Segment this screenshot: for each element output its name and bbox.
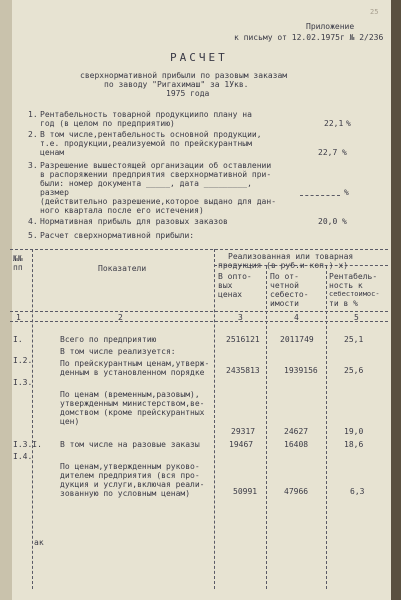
row-text: денным в установленном порядке bbox=[60, 368, 205, 377]
row-text: цен) bbox=[60, 417, 80, 426]
column-divider bbox=[214, 249, 215, 589]
page-number-stamp: 25 bbox=[370, 8, 379, 16]
column-divider bbox=[266, 266, 267, 589]
cost-value: 24627 bbox=[284, 427, 309, 436]
row-text: домством (кроме прейскурантных bbox=[60, 408, 205, 417]
column-number-rule bbox=[10, 321, 388, 322]
table-top-rule bbox=[10, 249, 388, 250]
column-number: 2 bbox=[118, 313, 123, 322]
profit-value: 25,1 bbox=[344, 335, 364, 344]
num-column-header: пп bbox=[13, 263, 23, 272]
page-binding-edge bbox=[0, 0, 12, 600]
wholesale-value: 2435813 bbox=[226, 366, 260, 375]
row-text: По прейскурантным ценам,утверж- bbox=[60, 359, 210, 368]
wholesale-column-header: ценах bbox=[218, 290, 243, 299]
item-text: размер bbox=[40, 188, 69, 197]
num-column-header: №№ bbox=[13, 254, 23, 263]
item-text: ценам bbox=[40, 148, 65, 157]
row-number: I.2. bbox=[13, 356, 33, 365]
wholesale-value: 29317 bbox=[231, 427, 256, 436]
row-text: По ценам (временным,разовым), bbox=[60, 390, 200, 399]
row-text: Всего по предприятию bbox=[60, 335, 157, 344]
row-text: В том числе реализуется: bbox=[60, 347, 176, 356]
item-unit: % bbox=[346, 119, 351, 128]
column-divider bbox=[32, 249, 33, 589]
item-unit: % bbox=[344, 188, 349, 197]
row-text: По ценам,утвержденным руково- bbox=[60, 462, 200, 471]
item-value: 22,1 bbox=[324, 119, 344, 128]
row-number: I. bbox=[13, 335, 23, 344]
item-text: год (в целом по предприятию) bbox=[40, 119, 175, 128]
item-value: 22,7 bbox=[318, 148, 338, 157]
item-text: Расчет сверхнормативной прибыли: bbox=[40, 231, 195, 240]
row-text: В том числе на разовые заказы bbox=[60, 440, 200, 449]
wholesale-value: 50991 bbox=[233, 487, 258, 496]
item-text: в распоряжении предприятия сверхнормативной при- bbox=[40, 170, 272, 179]
wholesale-value: 19467 bbox=[229, 440, 254, 449]
indicator-column-header: Показатели bbox=[98, 264, 147, 273]
document-title: РАСЧЕТ bbox=[170, 51, 228, 64]
item-text: были: номер документа _____, дата _________, bbox=[40, 179, 252, 188]
item-text: Нормативная прибыль для разовых заказов bbox=[40, 217, 228, 226]
column-number: 5 bbox=[354, 313, 359, 322]
cost-column-header: имости bbox=[270, 299, 299, 308]
item-text: Рентабельность товарной продукциипо плану на bbox=[40, 110, 252, 119]
item-number: 1. bbox=[28, 110, 38, 119]
cost-column-header: По от- bbox=[270, 272, 299, 281]
profit-column-header: Рентабель- bbox=[329, 272, 378, 281]
item-number: 2. bbox=[28, 130, 38, 139]
item-number: 5. bbox=[28, 231, 38, 240]
profit-value: 19,0 bbox=[344, 427, 364, 436]
cost-value: 1939156 bbox=[284, 366, 318, 375]
wholesale-column-header: В опто- bbox=[218, 272, 252, 281]
wholesale-column-header: вых bbox=[218, 281, 233, 290]
row-text: дителем предприятия (вся про- bbox=[60, 471, 200, 480]
item-text: т.е. продукции,реализуемой по прейскурантным bbox=[40, 139, 252, 148]
wholesale-value: 2516121 bbox=[226, 335, 260, 344]
item-unit: % bbox=[342, 217, 347, 226]
row-text: утвержденным министерством,ве- bbox=[60, 399, 205, 408]
column-number: 4 bbox=[294, 313, 299, 322]
subtitle-line-1: сверхнормативной прибыли по разовым заказам bbox=[80, 71, 288, 80]
item-number: 4. bbox=[28, 217, 38, 226]
typist-initials: ак bbox=[34, 538, 44, 547]
column-number: 3 bbox=[238, 313, 243, 322]
item-text: Разрешение вышестоящей организации об оставлении bbox=[40, 161, 272, 170]
cost-value: 16408 bbox=[284, 440, 309, 449]
header-bottom-rule bbox=[10, 311, 388, 312]
profit-column-header: ность к bbox=[329, 281, 363, 290]
subtitle-line-3: 1975 года bbox=[166, 89, 210, 98]
column-divider bbox=[326, 266, 327, 589]
item-number: 3. bbox=[28, 161, 38, 170]
row-number: I.3. bbox=[13, 378, 33, 387]
cost-value: 47966 bbox=[284, 487, 309, 496]
page-shadow-edge bbox=[391, 0, 401, 600]
row-text: дукция и услуги,включая реали- bbox=[60, 480, 205, 489]
subtitle-line-2: по заводу "Ригахимаш" за 1Укв. bbox=[104, 80, 249, 89]
row-number: I.4. bbox=[13, 452, 33, 461]
group-column-header: Реализованная или товарная bbox=[228, 252, 354, 261]
value-blank-line bbox=[300, 195, 340, 196]
appendix-label: Приложение bbox=[306, 22, 355, 31]
item-value: 20,0 bbox=[318, 217, 338, 226]
column-number: 1 bbox=[16, 313, 21, 322]
item-text: ного квартала после его истечения) bbox=[40, 206, 204, 215]
item-unit: % bbox=[342, 148, 347, 157]
row-number: I.3.I. bbox=[13, 440, 42, 449]
profit-column-header: ти в % bbox=[329, 299, 358, 308]
group-column-header: продукция (в руб.и коп.) х) bbox=[218, 261, 349, 270]
cost-value: 2011749 bbox=[280, 335, 314, 344]
row-text: зованную по условным ценам) bbox=[60, 489, 191, 498]
profit-column-header: себестоимос- bbox=[329, 290, 380, 298]
letter-reference: к письму от 12.02.1975г № 2/236 bbox=[234, 33, 384, 42]
profit-value: 6,3 bbox=[350, 487, 365, 496]
cost-column-header: четной bbox=[270, 281, 299, 290]
item-text: (действительно разрешение,которое выдано для дан- bbox=[40, 197, 277, 206]
profit-value: 25,6 bbox=[344, 366, 364, 375]
cost-column-header: себесто- bbox=[270, 290, 309, 299]
item-text: В том числе,рентабельность основной продукции, bbox=[40, 130, 262, 139]
profit-value: 18,6 bbox=[344, 440, 364, 449]
